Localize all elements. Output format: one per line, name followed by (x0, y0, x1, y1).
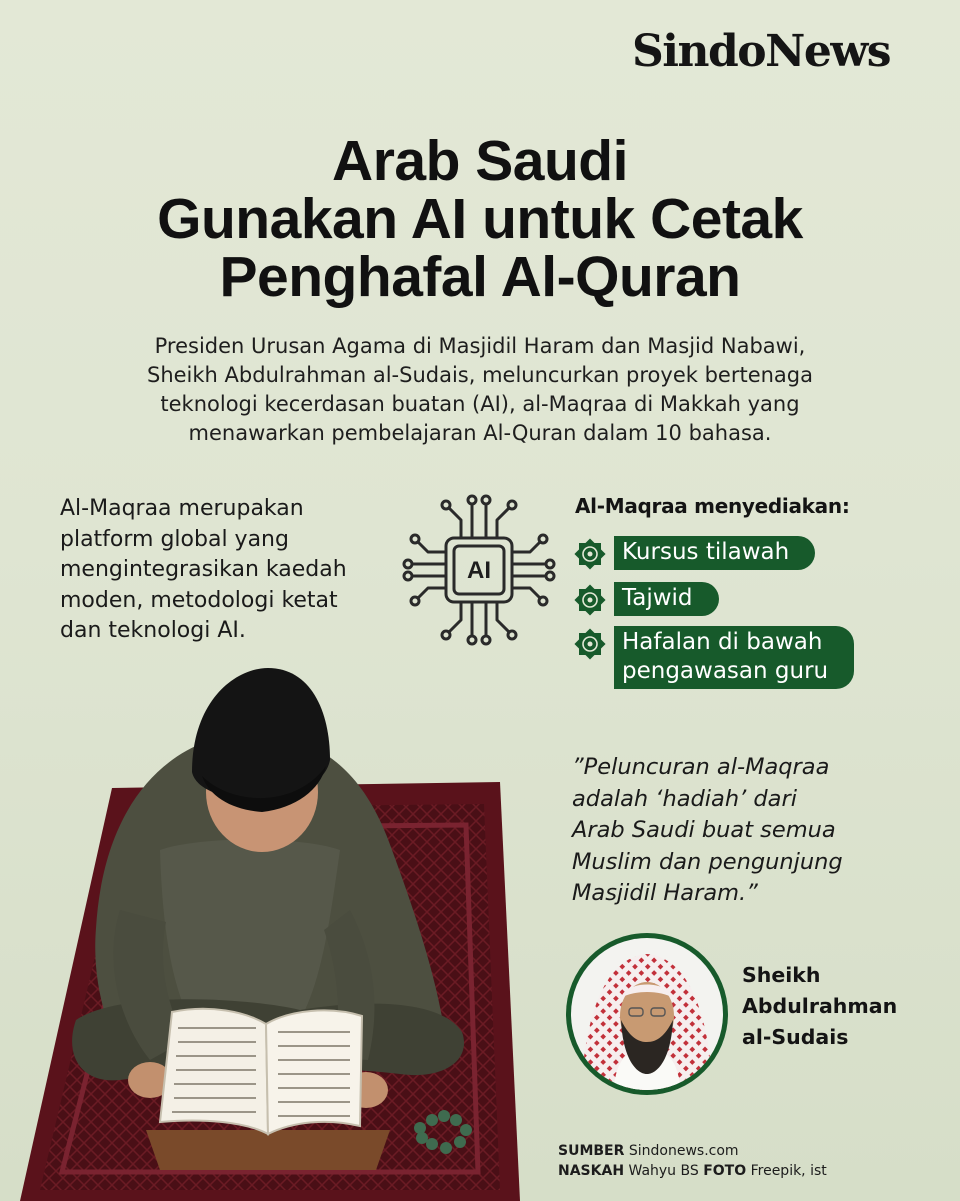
intro-line: Al-Maqraa merupakan (60, 496, 304, 521)
quote (572, 752, 912, 910)
lead-line: menawarkan pembelajaran Al-Quran dalam 10 bahasa. (188, 421, 772, 445)
quote-line: ”Peluncuran al-Maqraa (572, 754, 830, 780)
feature-label (614, 582, 719, 616)
credit-writer-photo (558, 1161, 827, 1181)
quote-line: Arab Saudi buat semua (572, 817, 836, 843)
headline-line: Penghafal Al-Quran (219, 245, 741, 309)
feature-label-line: Tajwid (622, 585, 693, 611)
sindonews-logo[interactable]: SindoNews (632, 26, 890, 77)
lead-line: teknologi kecerdasan buatan (AI), al-Maqraa di Makkah yang (160, 392, 800, 416)
person-name-line: Sheikh (742, 963, 821, 987)
intro-paragraph (60, 494, 410, 647)
intro-line: mengintegrasikan kaedah (60, 557, 347, 582)
lead-line: Presiden Urusan Agama di Masjidil Haram dan Masjid Nabawi, (154, 334, 806, 358)
chip-label: AI (467, 557, 491, 584)
quote-line: adalah ‘hadiah’ dari (572, 785, 797, 812)
credit-writer-value: Wahyu BS (628, 1163, 699, 1179)
feature-label-line: Hafalan di bawah (622, 629, 823, 655)
quote-line: Muslim dan pengunjung (572, 848, 843, 875)
islamic-star-icon (572, 536, 608, 572)
feature-label (614, 626, 854, 689)
credit-source (558, 1141, 827, 1161)
headline-line: Gunakan AI untuk Cetak (157, 187, 803, 251)
credits (558, 1141, 827, 1181)
intro-line: platform global yang (60, 526, 289, 552)
ai-chip-icon (400, 490, 558, 650)
person-name-line: Abdulrahman (742, 994, 898, 1018)
feature-label-line: pengawasan guru (622, 658, 829, 684)
credit-source-value: Sindonews.com (628, 1143, 739, 1159)
headline (0, 129, 960, 309)
boy-reading-quran-photo (0, 660, 540, 1201)
lead-paragraph (70, 332, 890, 448)
person-name-line: al-Sudais (742, 1025, 849, 1049)
islamic-star-icon (572, 582, 608, 618)
feature-label (614, 536, 815, 570)
quote-line: Masjidil Haram.” (572, 880, 758, 906)
credit-source-label: SUMBER (558, 1143, 625, 1159)
lead-line: Sheikh Abdulrahman al-Sudais, meluncurkan proyek bertenaga (147, 363, 813, 387)
sheikh-portrait (565, 932, 729, 1096)
intro-line: moden, metodologi ketat (60, 587, 338, 613)
credit-photo-label: FOTO (703, 1163, 747, 1179)
feature-label-line: Kursus tilawah (622, 539, 790, 565)
features-title: Al-Maqraa menyediakan: (575, 494, 850, 518)
headline-line: Arab Saudi (332, 129, 628, 193)
person-name (742, 960, 897, 1053)
credit-writer-label: NASKAH (558, 1163, 625, 1179)
credit-photo-value: Freepik, ist (750, 1163, 827, 1179)
islamic-star-icon (572, 626, 608, 662)
intro-line: dan teknologi AI. (60, 618, 246, 643)
